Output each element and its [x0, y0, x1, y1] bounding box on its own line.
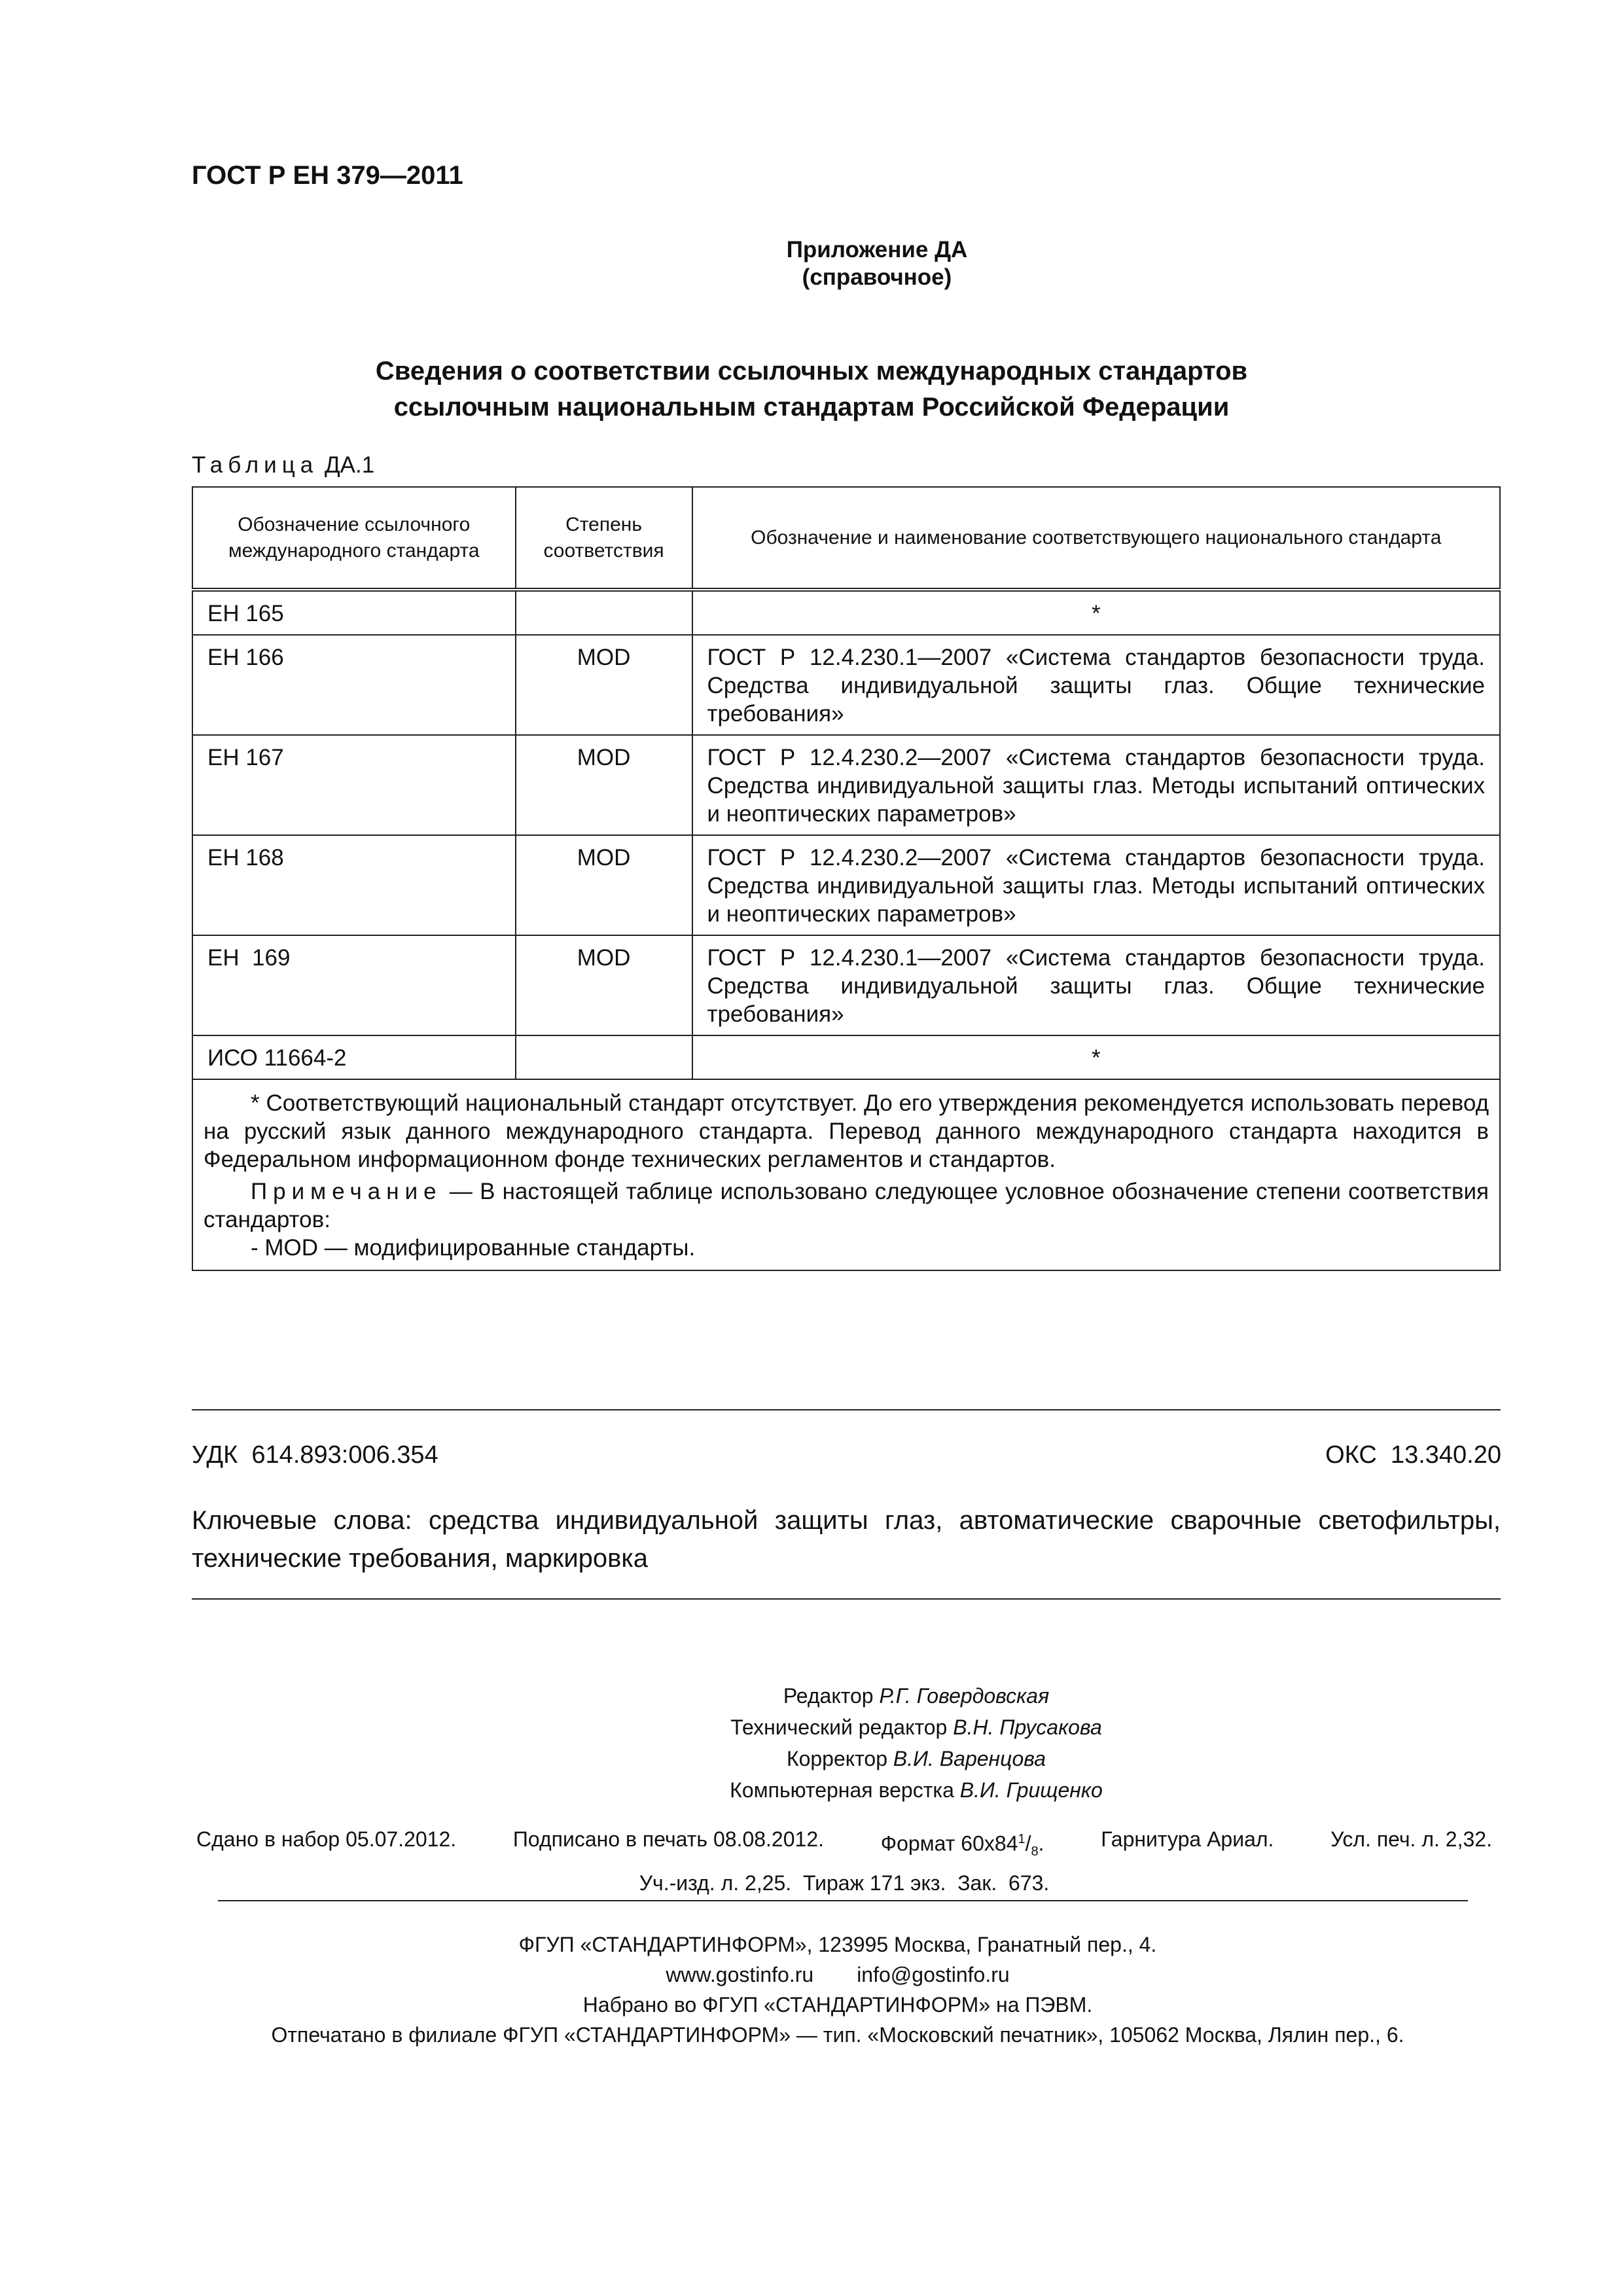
table-row	[192, 590, 1500, 635]
cell-national-standard: ГОСТ Р 12.4.230.2—2007 «Система стандартов безопасности труда. Средства индивидуальной защиты глаз. Методы испытаний оптических и неоптических параметров»	[692, 835, 1501, 935]
print-info	[196, 1823, 1492, 1899]
page-title-line-1: Сведения о соответствии ссылочных международных стандартов	[375, 357, 1248, 386]
standards-table	[192, 486, 1501, 1271]
format-numerator: 1	[1018, 1832, 1026, 1846]
divider-top	[192, 1409, 1501, 1410]
publisher-website[interactable]: www.gostinfo.ru	[666, 1963, 814, 1986]
cell-international-standard: ЕН 169	[192, 935, 516, 1035]
cell-conformity-degree	[516, 1035, 692, 1079]
publisher-info	[196, 1929, 1479, 2050]
publisher-printed: Отпечатано в филиале ФГУП «СТАНДАРТИНФОРМ» — тип. «Московский печатник», 105062 Москва, Лялин пер., 6.	[271, 2023, 1404, 2047]
table-row	[192, 1035, 1500, 1079]
credit-role: Корректор	[786, 1747, 888, 1770]
divider-middle	[192, 1598, 1501, 1600]
table-footnote-cell	[192, 1079, 1500, 1270]
appendix-status: (справочное)	[802, 264, 952, 290]
credit-role: Компьютерная верстка	[730, 1778, 954, 1802]
table-note-label: Примечание	[251, 1179, 442, 1204]
credit-person: В.И. Грищенко	[959, 1778, 1103, 1802]
header-international-standard: Обозначение ссылочного международного стандарта	[192, 487, 516, 590]
appendix-title: Приложение ДА	[786, 237, 968, 262]
credit-role: Редактор	[783, 1684, 874, 1708]
format-prefix: Формат 60x84	[880, 1831, 1018, 1856]
cell-conformity-degree	[516, 590, 692, 635]
cell-international-standard: ЕН 167	[192, 735, 516, 835]
table-caption-label: Таблица	[192, 452, 319, 478]
table-footnote: * Соответствующий национальный стандарт отсутствует. До его утверждения рекомендуется использовать перевод на русский язык данного международного стандарта. Перевод данного международного стандарта находится в Федеральном информационном фонде технических регламентов и стандартов.	[204, 1090, 1489, 1172]
table-row	[192, 635, 1500, 735]
credit-role: Технический редактор	[730, 1715, 948, 1739]
oks-code: ОКС 13.340.20	[1325, 1441, 1501, 1469]
print-info-row-2: Уч.-изд. л. 2,25. Тираж 171 экз. Зак. 673.	[639, 1871, 1050, 1895]
table-footnote-row	[192, 1079, 1500, 1270]
paper-format: Формат $60x84^1/_8$.	[880, 1831, 1044, 1859]
publisher-address: ФГУП «СТАНДАРТИНФОРМ», 123995 Москва, Гранатный пер., 4.	[518, 1933, 1157, 1956]
table-header-row	[192, 487, 1500, 590]
cell-international-standard: ИСО 11664-2	[192, 1035, 516, 1079]
udk-code: УДК 614.893:006.354	[192, 1441, 438, 1469]
table-caption-number: ДА.1	[324, 452, 375, 478]
cell-conformity-degree: MOD	[516, 835, 692, 935]
format-denominator: 8	[1031, 1844, 1039, 1859]
cell-conformity-degree: MOD	[516, 735, 692, 835]
keywords: Ключевые слова: средства индивидуальной защиты глаз, автоматические сварочные светофильтры, технические требования, маркировка	[192, 1506, 1501, 1573]
credit-editor	[524, 1680, 1309, 1712]
credit-corrector	[524, 1743, 1309, 1774]
cell-international-standard: ЕН 165	[192, 590, 516, 635]
cell-national-standard: ГОСТ Р 12.4.230.1—2007 «Система стандартов безопасности труда. Средства индивидуальной защиты глаз. Общие технические требования»	[692, 635, 1501, 735]
credit-tech-editor	[524, 1712, 1309, 1743]
divider-bottom	[218, 1900, 1468, 1901]
credit-layout	[524, 1774, 1309, 1806]
cell-international-standard: ЕН 168	[192, 835, 516, 935]
document-code: ГОСТ Р ЕН 379—2011	[192, 161, 463, 190]
publisher-contacts	[196, 1960, 1479, 1990]
page-title	[340, 353, 1283, 425]
table-note	[204, 1177, 1489, 1234]
signed-date: Подписано в печать 08.08.2012.	[512, 1827, 824, 1851]
typeface: Гарнитура Ариал.	[1101, 1827, 1274, 1851]
publisher-email[interactable]: info@gostinfo.ru	[857, 1963, 1010, 1986]
table-row	[192, 935, 1500, 1035]
credit-person: Р.Г. Говердовская	[879, 1684, 1050, 1708]
cell-national-standard: *	[692, 590, 1501, 635]
table-row	[192, 835, 1500, 935]
page-title-line-2: ссылочным национальным стандартам Российской Федерации	[393, 393, 1230, 422]
print-info-row	[196, 1823, 1492, 1867]
table-note-item: - MOD — модифицированные стандарты.	[251, 1235, 696, 1261]
table-caption	[192, 452, 374, 478]
table-note-text: — В настоящей таблице использовано следующее условное обозначение степени соответствия стандартов:	[204, 1179, 1489, 1232]
submitted-date: Сдано в набор 05.07.2012.	[196, 1827, 457, 1851]
publisher-typeset: Набрано во ФГУП «СТАНДАРТИНФОРМ» на ПЭВМ.	[582, 1993, 1093, 2017]
cell-national-standard: ГОСТ Р 12.4.230.1—2007 «Система стандартов безопасности труда. Средства индивидуальной защиты глаз. Общие технические требования»	[692, 935, 1501, 1035]
cell-national-standard: *	[692, 1035, 1501, 1079]
header-conformity-degree: Степень соответствия	[516, 487, 692, 590]
cell-international-standard: ЕН 166	[192, 635, 516, 735]
credits	[524, 1680, 1309, 1806]
header-national-standard: Обозначение и наименование соответствующего национального стандарта	[692, 487, 1501, 590]
format-suffix: .	[1038, 1831, 1044, 1856]
credit-person: В.Н. Прусакова	[953, 1715, 1102, 1739]
credit-person: В.И. Варенцова	[893, 1747, 1046, 1770]
cell-conformity-degree: MOD	[516, 935, 692, 1035]
print-sheets: Усл. печ. л. 2,32.	[1330, 1827, 1492, 1851]
table-row	[192, 735, 1500, 835]
cell-conformity-degree: MOD	[516, 635, 692, 735]
cell-national-standard: ГОСТ Р 12.4.230.2—2007 «Система стандартов безопасности труда. Средства индивидуальной защиты глаз. Методы испытаний оптических и неоптических параметров»	[692, 735, 1501, 835]
